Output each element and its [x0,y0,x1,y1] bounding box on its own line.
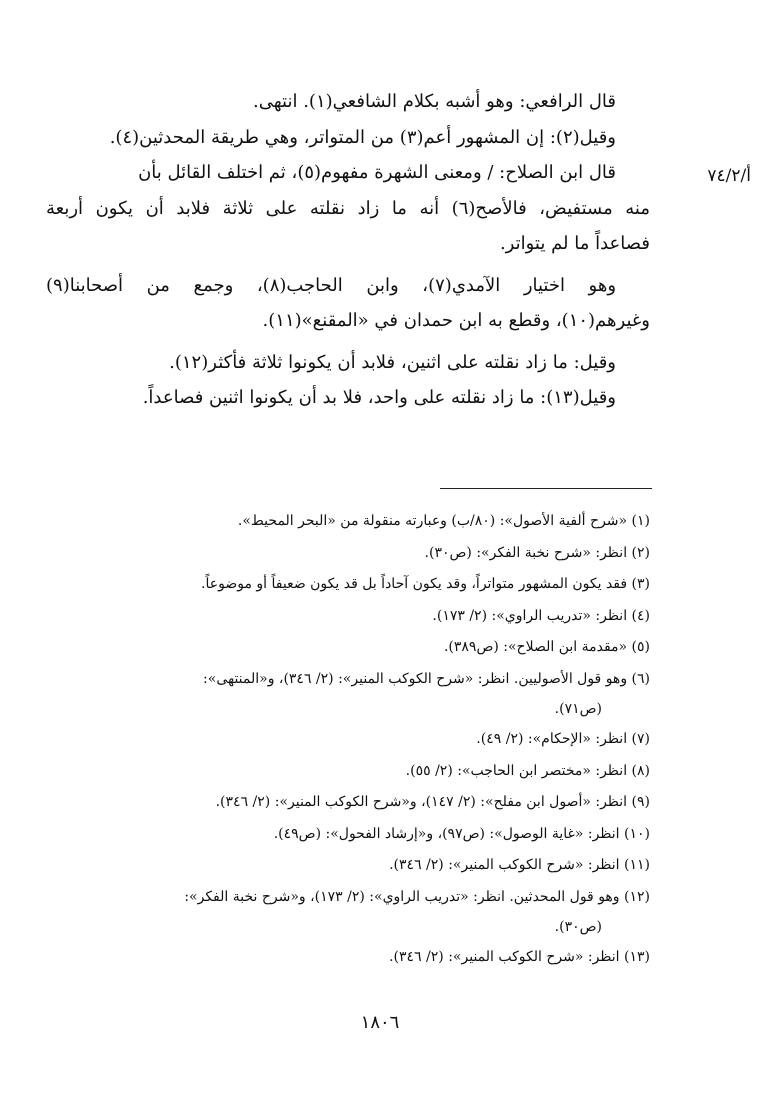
footnote: (١٣) انظر: «شرح الكوكب المنير»: (٢/ ٣٤٦). [389,949,650,965]
main-text [46,84,650,416]
footnote: (٤) انظر: «تدريب الراوي»: (٢/ ١٧٣). [432,607,650,624]
footnote: (٦) وهو قول الأصوليين. انظر: «شرح الكوكب المنير»: (٢/ ٣٤٦)، و«المنتهى»: [203,670,650,687]
footnote: (٥) «مقدمة ابن الصلاح»: (ص٣٨٩). [443,639,650,655]
footnote: (٢) انظر: «شرح نخبة الفكر»: (ص٣٠). [424,544,650,561]
footnote-continuation: (ص٧١). [554,701,602,717]
footnote: (١) «شرح ألفية الأصول»: (٨٠/ب) وعبارته منقولة من «البحر المحيط». [237,513,650,529]
footnote-separator [440,488,652,489]
footnote: (١٠) انظر: «غاية الوصول»: (ص٩٧)، و«إرشاد الفحول»: (ص٤٩). [273,825,650,842]
text-line: وقيل(٢): إن المشهور أعم(٣) من المتواتر، وهي طريقة المحدثين(٤). [109,126,616,148]
text-line: قال الرافعي: وهو أشبه بكلام الشافعي(١). انتهى. [253,91,616,112]
footnote-continuation: (ص٣٠). [554,919,602,935]
text-line: وقيل: ما زاد نقلته على اثنين، فلابد أن يكونوا ثلاثة فأكثر(١٢). [169,351,616,373]
footnote: (٣) فقد يكون المشهور متواتراً، وقد يكون آحاداً بل قد يكون ضعيفاً أو موضوعاً. [201,576,650,592]
footnote: (٩) انظر: «أصول ابن مفلح»: (٢/ ١٤٧)، و«شرح الكوكب المنير»: (٢/ ٣٤٦). [215,794,650,810]
footnote: (٧) انظر: «الإحكام»: (٢/ ٤٩). [476,731,650,747]
text-line: فصاعداً ما لم يتواتر. [499,233,650,254]
margin-folio-reference: أ/٧٤/٢ [707,166,751,186]
text-line: وقيل(١٣): ما زاد نقلته على واحد، فلا بد أن يكونوا اثنين فصاعداً. [142,387,616,408]
page-number: ١٨٠٦ [360,1012,400,1033]
text-line: منه مستفيض، فالأصح(٦) أنه ما زاد نقلته على ثلاثة فلابد أن يكون أربعة [46,197,650,219]
footnote: (٨) انظر: «مختصر ابن الحاجب»: (٢/ ٥٥). [405,762,650,779]
footnote: (١١) انظر: «شرح الكوكب المنير»: (٢/ ٣٤٦). [389,857,650,873]
text-line: وهو اختيار الآمدي(٧)، وابن الحاجب(٨)، وجمع من أصحابنا(٩) [46,274,617,296]
text-line: وغيرهم(١٠)، وقطع به ابن حمدان في «المقنع»(١١). [262,310,650,331]
text-line: قال ابن الصلاح: / ومعنى الشهرة مفهوم(٥)، ثم اختلف القائل بأن [138,162,616,183]
footnote: (١٢) وهو قول المحدثين. انظر: «تدريب الراوي»: (٢/ ١٧٣)، و«شرح نخبة الفكر»: [184,888,650,905]
footnotes [54,506,650,974]
